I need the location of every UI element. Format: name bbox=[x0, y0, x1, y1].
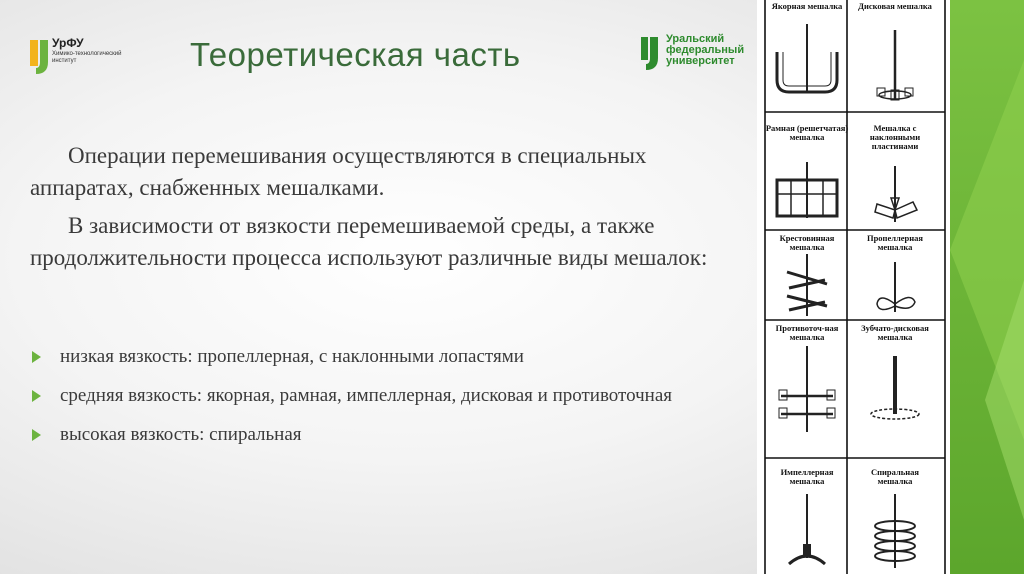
bullet-arrow-icon bbox=[32, 390, 41, 402]
spiral-stirrer-icon bbox=[853, 460, 937, 572]
body-text bbox=[30, 140, 755, 280]
university-logo-mark-icon bbox=[640, 34, 662, 72]
counterflow-stirrer-icon bbox=[765, 322, 849, 452]
disc-stirrer-icon bbox=[853, 0, 937, 112]
bullet-text: высокая вязкость: спиральная bbox=[60, 424, 302, 445]
bullet-item-low bbox=[32, 343, 752, 371]
frame-stirrer bbox=[765, 114, 849, 226]
urfu-logo bbox=[28, 36, 128, 82]
bullet-text: низкая вязкость: пропеллерная, с наклонными лопастями bbox=[60, 346, 524, 367]
cross-stirrer-label: Крестовинная мешалка bbox=[779, 233, 835, 252]
counterflow-stirrer bbox=[765, 322, 849, 434]
impeller-stirrer bbox=[765, 460, 849, 572]
toothed-disc-stirrer bbox=[853, 322, 937, 434]
anchor-stirrer-icon bbox=[765, 0, 849, 112]
disc-stirrer-label: Дисковая мешалка bbox=[858, 1, 932, 11]
page-title: Теоретическая часть bbox=[190, 36, 521, 73]
inclined-blade-stirrer bbox=[853, 114, 937, 226]
university-logo-line3: университет bbox=[666, 55, 735, 67]
bullet-text: средняя вязкость: якорная, рамная, импеллерная, дисковая и противоточная bbox=[60, 385, 673, 406]
bullet-arrow-icon bbox=[32, 429, 41, 441]
anchor-stirrer bbox=[765, 0, 849, 112]
impeller-stirrer-label: Импеллерная мешалка bbox=[780, 467, 834, 486]
toothed-disc-stirrer-label: Зубчато-дисковая мешалка bbox=[861, 323, 929, 342]
urfu-logo-mark-icon bbox=[28, 36, 50, 76]
stirrer-types-figure bbox=[757, 0, 950, 574]
paragraph-2: В зависимости от вязкости перемешиваемой среды, а также продолжительности процесса используют различные виды мешалок: bbox=[30, 213, 708, 270]
university-logo bbox=[640, 34, 760, 74]
urfu-logo-subtitle: Химико-технологический институт bbox=[52, 51, 122, 64]
toothed-disc-stirrer-icon bbox=[853, 322, 937, 452]
university-logo-line2: федеральный bbox=[666, 44, 745, 56]
propeller-stirrer-label: Пропеллерная мешалка bbox=[866, 233, 924, 252]
decor-triangle bbox=[985, 280, 1024, 520]
bullet-list bbox=[32, 343, 752, 460]
urfu-logo-name: УрФУ bbox=[52, 36, 84, 50]
cross-stirrer-icon bbox=[765, 232, 849, 320]
spiral-stirrer-label: Спиральная мешалка bbox=[871, 467, 919, 486]
paragraph-1: Операции перемешивания осуществляются в специальных аппаратах, снабженных мешалками. bbox=[30, 143, 647, 200]
university-logo-line1: Уральский bbox=[666, 33, 725, 45]
counterflow-stirrer-label: Противоточ-ная мешалка bbox=[775, 323, 839, 342]
frame-stirrer-label: Рамная (решетчатая) мешалка bbox=[765, 123, 849, 142]
bullet-item-high bbox=[32, 421, 752, 449]
impeller-stirrer-icon bbox=[765, 460, 849, 572]
propeller-stirrer-icon bbox=[853, 232, 937, 320]
bullet-item-medium bbox=[32, 382, 752, 410]
university-logo-text bbox=[666, 34, 766, 67]
disc-stirrer bbox=[853, 0, 937, 112]
anchor-stirrer-label: Якорная мешалка bbox=[771, 1, 843, 11]
bullet-arrow-icon bbox=[32, 351, 41, 363]
frame-stirrer-icon bbox=[765, 114, 849, 226]
inclined-blade-stirrer-icon bbox=[853, 114, 937, 226]
inclined-blade-stirrer-label: Мешалка с наклонными пластинами bbox=[869, 123, 921, 151]
spiral-stirrer bbox=[853, 460, 937, 572]
